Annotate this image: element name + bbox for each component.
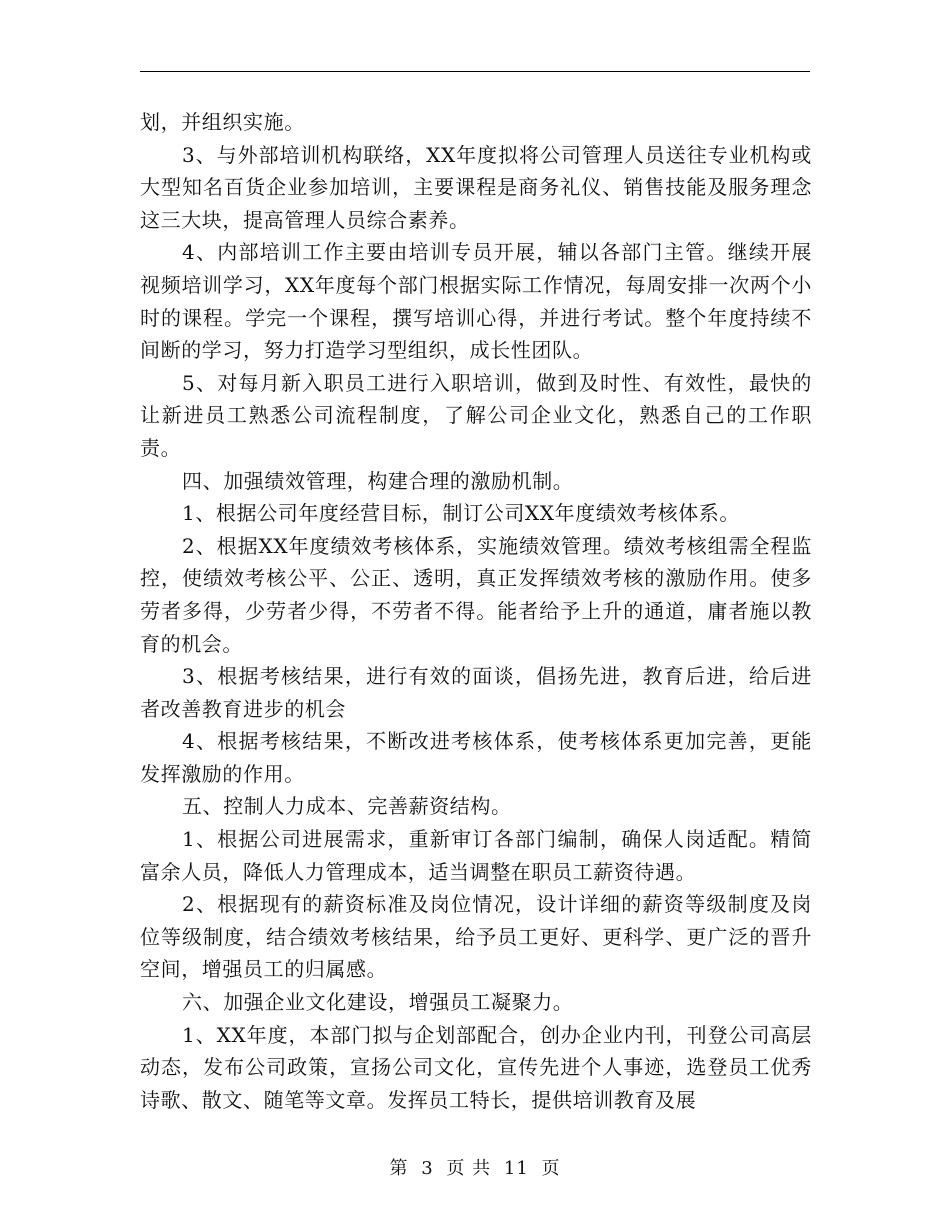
section-heading: 四、加强绩效管理，构建合理的激励机制。 bbox=[182, 468, 574, 493]
paragraph: 5、对每月新入职员工进行入职培训，做到及时性、有效性，最快的让新进员工熟悉公司流程制度，了解公司企业文化，熟悉自己的工作职责。 bbox=[140, 370, 812, 460]
paragraph: 4、内部培训工作主要由培训专员开展，辅以各部门主管。继续开展视频培训学习，XX年度每个部门根据实际工作情况，每周安排一次两个小时的课程。学完一个课程，撰写培训心得，并进行考试。整个年度持续不间断的学习，努力打造学习型组织，成长性团队。 bbox=[140, 240, 812, 363]
section-heading: 六、加强企业文化建设，增强员工凝聚力。 bbox=[182, 990, 574, 1015]
paragraph: 1、XX年度，本部门拟与企划部配合，创办企业内刊，刊登公司高层动态，发布公司政策，宣扬公司文化，宣传先进个人事迹，选登员工优秀诗歌、散文、随笔等文章。发挥员工特长，提供培训教育及展 bbox=[140, 1022, 812, 1112]
paragraph: 4、根据考核结果，不断改进考核体系，使考核体系更加完善，更能发挥激励的作用。 bbox=[140, 729, 812, 786]
footer-middle: 页 共 bbox=[446, 1158, 492, 1179]
paragraph: 1、根据公司年度经营目标，制订公司XX年度绩效考核体系。 bbox=[182, 501, 741, 526]
paragraph: 2、根据现有的薪资标准及岗位情况，设计详细的薪资等级制度及岗位等级制度，结合绩效考核结果，给予员工更好、更科学、更广泛的晋升空间，增强员工的归属感。 bbox=[140, 892, 812, 982]
paragraph: 2、根据XX年度绩效考核体系，实施绩效管理。绩效考核组需全程监控，使绩效考核公平、公正、透明，真正发挥绩效考核的激励作用。使多劳者多得，少劳者少得，不劳者不得。能者给予上升的通道，庸者施以教育的机会。 bbox=[140, 533, 812, 656]
current-page-number: 3 bbox=[421, 1158, 434, 1179]
header-rule bbox=[140, 71, 810, 72]
paragraph: 划，并组织实施。 bbox=[140, 110, 305, 134]
paragraph: 3、根据考核结果，进行有效的面谈，倡扬先进，教育后进，给后进者改善教育进步的机会 bbox=[140, 664, 812, 721]
paragraph: 3、与外部培训机构联络，XX年度拟将公司管理人员送往专业机构或大型知名百货企业参加培训，主要课程是商务礼仪、销售技能及服务理念这三大块，提高管理人员综合素养。 bbox=[140, 142, 812, 232]
total-pages-number: 11 bbox=[503, 1158, 529, 1179]
footer-prefix: 第 bbox=[389, 1158, 409, 1179]
section-heading: 五、控制人力成本、完善薪资结构。 bbox=[182, 794, 512, 819]
paragraph: 1、根据公司进展需求，重新审订各部门编制，确保人岗适配。精简富余人员，降低人力管理成本，适当调整在职员工薪资待遇。 bbox=[140, 827, 812, 884]
page-footer bbox=[0, 1154, 950, 1180]
document-body bbox=[140, 106, 812, 1116]
footer-suffix: 页 bbox=[541, 1158, 561, 1179]
